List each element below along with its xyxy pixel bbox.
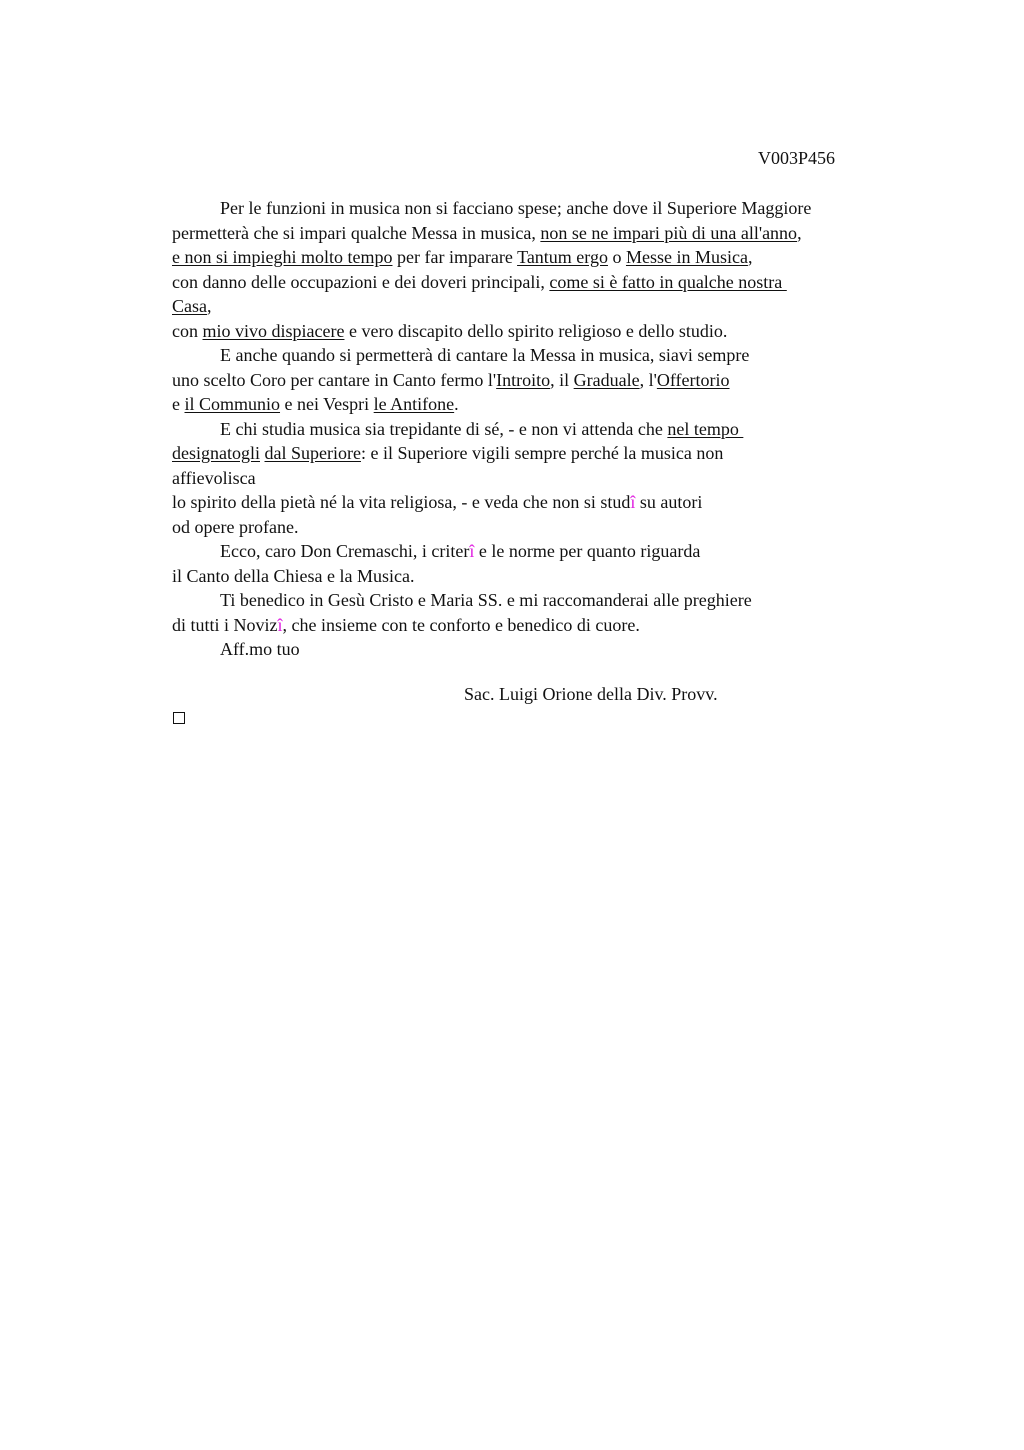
p3-line-4 [172, 490, 912, 515]
underlined-phrase: mio vivo dispiacere [202, 320, 345, 341]
p3-line-2 [172, 441, 912, 466]
text-run: : e il Superiore vigili sempre perché la musica non [360, 443, 724, 463]
p2-line-3 [172, 392, 912, 417]
text-run: su autori [635, 492, 703, 512]
square-box-icon [173, 712, 185, 724]
text-run: per far imparare [392, 247, 518, 267]
text-run: Ecco, caro Don Cremaschi, i criter [220, 541, 470, 561]
p2-line-1 [172, 343, 912, 368]
underlined-phrase: nel tempo [667, 418, 744, 439]
p4-line-2 [172, 564, 912, 589]
underlined-phrase: Messe in Musica [625, 247, 748, 267]
underlined-phrase: dal Superiore [264, 443, 361, 463]
underlined-phrase: Tantum ergo [517, 247, 608, 267]
text-run: e vero discapito dello spirito religioso e dello studio. [344, 320, 728, 341]
underlined-phrase: Introito [496, 369, 551, 390]
p5-line-1 [172, 588, 912, 613]
underlined-phrase: e non si impieghi molto tempo [172, 247, 393, 267]
text-run: . [454, 394, 459, 414]
text-run: uno scelto Coro per cantare in Canto fermo l' [172, 369, 497, 390]
p3-line-1 [172, 417, 912, 442]
text-run: il Canto della Chiesa e la Musica. [172, 565, 415, 586]
p5-line-2 [172, 613, 912, 638]
text-run: e [172, 394, 185, 414]
text-run: affievolisca [172, 467, 256, 488]
p4-line-1 [172, 539, 912, 564]
text-run: , il [550, 369, 574, 390]
closing-text: Aff.mo tuo [220, 639, 300, 659]
p1-line-3 [172, 245, 912, 270]
text-run: con danno delle occupazioni e dei doveri principali, [172, 271, 550, 292]
p1-line-5 [172, 294, 912, 319]
p1-line-6 [172, 319, 912, 344]
underlined-phrase: Offertorio [656, 369, 730, 390]
underlined-phrase: Casa [172, 296, 207, 316]
text-run: e le norme per quanto riguarda [474, 541, 701, 561]
text-run: , che insieme con te conforto e benedico di cuore. [282, 614, 640, 635]
text-run: con [172, 320, 203, 341]
underlined-phrase: come si è fatto in qualche nostra [549, 271, 787, 292]
text-run: e nei Vespri [280, 394, 374, 414]
underlined-phrase: designatogli [172, 443, 260, 463]
closing-line [172, 637, 912, 662]
text-run: , [207, 296, 212, 316]
text-run: o [607, 247, 626, 267]
p1-line-2 [172, 221, 912, 246]
p3-line-5 [172, 515, 912, 540]
text-run: od opere profane. [172, 516, 299, 537]
text-run: E anche quando si permetterà di cantare la Messa in musica, siavi sempre [220, 345, 750, 365]
text-run: , [797, 222, 802, 243]
text-run: Per le funzioni in musica non si facciano spese; anche dove il Superiore Maggiore [220, 198, 812, 218]
text-run: Ti benedico in Gesù Cristo e Maria SS. e mi raccomanderai alle preghiere [220, 590, 752, 610]
underlined-phrase: le Antifone [373, 394, 455, 414]
text-run: , l' [639, 369, 657, 390]
text-run: , [747, 247, 753, 267]
text-run: E chi studia musica sia trepidante di sé, - e non vi attenda che [220, 418, 668, 439]
underlined-phrase: Graduale [573, 369, 640, 390]
underlined-phrase: il Communio [184, 394, 281, 414]
text-run: di tutti i Noviz [172, 614, 278, 635]
p1-line-1 [172, 196, 912, 221]
p3-line-3 [172, 466, 912, 491]
text-run: lo spirito della pietà né la vita religiosa, - e veda che non si stud [172, 492, 631, 512]
marked-glyph: î [630, 492, 636, 512]
underlined-phrase: non se ne impari più di una all'anno [540, 222, 798, 243]
letter-body [172, 196, 912, 662]
reference-code: V003P456 [758, 148, 836, 168]
signature: Sac. Luigi Orione della Div. Provv. [464, 684, 718, 704]
marked-glyph: î [469, 541, 475, 561]
marked-glyph: î [277, 614, 283, 635]
p1-line-4 [172, 270, 912, 295]
text-run: permetterà che si impari qualche Messa in musica, [172, 222, 541, 243]
p2-line-2 [172, 368, 912, 393]
